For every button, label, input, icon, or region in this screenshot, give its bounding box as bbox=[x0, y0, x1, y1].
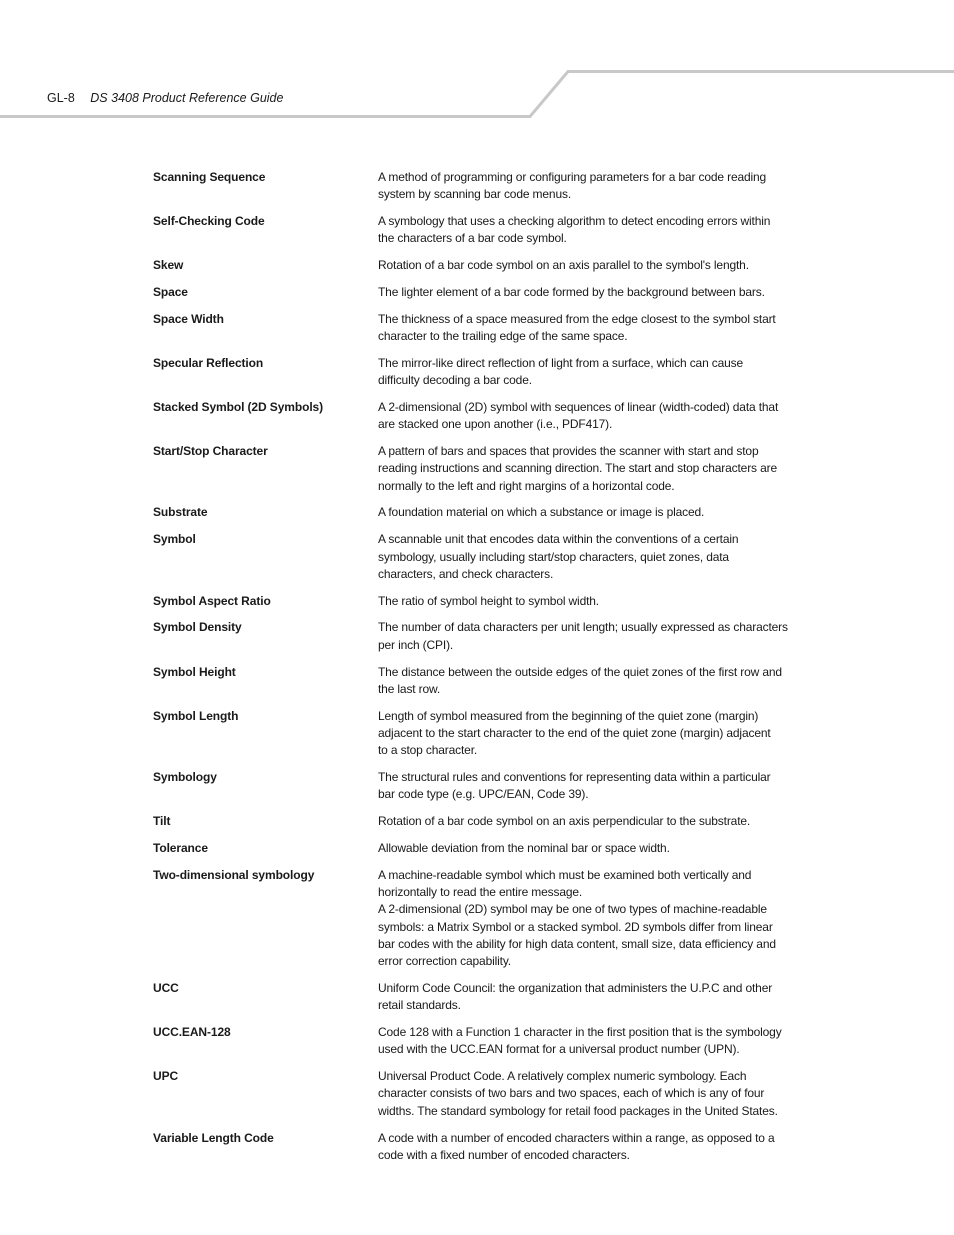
glossary-entry bbox=[153, 1130, 793, 1165]
glossary-entry bbox=[153, 664, 793, 699]
glossary-entry bbox=[153, 399, 793, 434]
guide-title: DS 3408 Product Reference Guide bbox=[90, 91, 284, 105]
glossary-definition: A 2-dimensional (2D) symbol with sequences of linear (width-coded) data that are stacked one upon another (i.e., PDF417). bbox=[378, 399, 779, 432]
page-header bbox=[47, 91, 283, 105]
glossary-entry bbox=[153, 213, 793, 248]
glossary-definition: The ratio of symbol height to symbol width. bbox=[378, 593, 599, 608]
glossary-term: Tilt bbox=[153, 814, 171, 829]
glossary-term: Skew bbox=[153, 258, 184, 273]
glossary-term: Substrate bbox=[153, 505, 208, 520]
glossary-entry bbox=[153, 769, 793, 804]
glossary-term: Symbol Height bbox=[153, 664, 236, 679]
glossary-term: Tolerance bbox=[153, 840, 208, 855]
glossary-definition: A symbology that uses a checking algorithm to detect encoding errors within the characters of a bar code symbol. bbox=[378, 214, 771, 246]
glossary-entry bbox=[153, 504, 793, 521]
glossary-term: Specular Reflection bbox=[153, 355, 264, 370]
glossary-definition: A scannable unit that encodes data within the conventions of a certain symbology, usually including start/stop characters, quiet zones, data characters, and check characters. bbox=[378, 532, 739, 581]
glossary-entry bbox=[153, 840, 793, 857]
glossary-term: UPC bbox=[153, 1069, 179, 1084]
glossary-term: UCC.EAN-128 bbox=[153, 1025, 231, 1040]
glossary-term: Self-Checking Code bbox=[153, 214, 265, 229]
glossary-definition: Universal Product Code. A relatively complex numeric symbology. Each character consists of two bars and two spaces, each of which is any of four widths. The standard symbology for retail food packages in the United States. bbox=[378, 1069, 778, 1118]
glossary-entry bbox=[153, 169, 793, 204]
glossary-definition: Rotation of a bar code symbol on an axis perpendicular to the substrate. bbox=[378, 814, 751, 829]
glossary-entry bbox=[153, 813, 793, 830]
glossary-list bbox=[153, 169, 793, 1174]
glossary-term: UCC bbox=[153, 980, 179, 995]
glossary-term: Stacked Symbol (2D Symbols) bbox=[153, 399, 324, 414]
glossary-definition: Rotation of a bar code symbol on an axis parallel to the symbol's length. bbox=[378, 258, 749, 273]
glossary-definition: The thickness of a space measured from the edge closest to the symbol start character to the trailing edge of the same space. bbox=[378, 311, 776, 344]
glossary-entry bbox=[153, 1068, 793, 1120]
glossary-term: Symbol Density bbox=[153, 620, 242, 635]
glossary-term: Start/Stop Character bbox=[153, 444, 268, 459]
glossary-entry bbox=[153, 311, 793, 346]
glossary-definition: A pattern of bars and spaces that provides the scanner with start and stop reading instructions and scanning direction. The start and stop characters are normally to the left and right margins of a horizontal code. bbox=[378, 444, 777, 493]
glossary-entry bbox=[153, 980, 793, 1015]
glossary-definition: Length of symbol measured from the beginning of the quiet zone (margin) adjacent to the start character to the end of the quiet zone (margin) adjacent to a stop character. bbox=[378, 708, 771, 758]
glossary-definition: A method of programming or configuring parameters for a bar code reading system by scanning bar code menus. bbox=[378, 170, 767, 202]
glossary-entry bbox=[153, 708, 793, 760]
glossary-definition: The number of data characters per unit length; usually expressed as characters per inch (CPI). bbox=[378, 620, 788, 652]
glossary-definition: The distance between the outside edges of the quiet zones of the first row and the last row. bbox=[378, 664, 782, 696]
glossary-definition: A foundation material on which a substance or image is placed. bbox=[378, 505, 705, 520]
glossary-definition: The lighter element of a bar code formed by the background between bars. bbox=[378, 284, 765, 299]
glossary-entry bbox=[153, 867, 793, 971]
glossary-entry bbox=[153, 443, 793, 495]
glossary-term: Space bbox=[153, 284, 188, 299]
glossary-definition: Uniform Code Council: the organization that administers the U.P.C and other retail standards. bbox=[378, 980, 773, 1013]
glossary-term: Scanning Sequence bbox=[153, 170, 266, 184]
glossary-entry bbox=[153, 284, 793, 301]
glossary-term: Symbology bbox=[153, 770, 217, 785]
page-number: GL-8 bbox=[47, 91, 75, 105]
glossary-term: Symbol bbox=[153, 532, 196, 547]
glossary-definition: A machine-readable symbol which must be examined both vertically and horizontally to read the entire message. A 2-dimensional (2D) symbol may be one of two types of machine-readable symbols: a Matrix Symbol or a stacked symbol. 2D symbols differ from linear bar codes with the ability for high data content, small size, data efficiency and error correction capability. bbox=[378, 867, 776, 969]
glossary-entry bbox=[153, 355, 793, 390]
glossary-entry bbox=[153, 619, 793, 654]
glossary-term: Two-dimensional symbology bbox=[153, 867, 315, 882]
glossary-entry bbox=[153, 531, 793, 583]
glossary-entry bbox=[153, 593, 793, 610]
glossary-definition: A code with a number of encoded characters within a range, as opposed to a code with a fixed number of encoded characters. bbox=[378, 1130, 775, 1162]
glossary-entry bbox=[153, 1024, 793, 1059]
glossary-entry bbox=[153, 257, 793, 274]
glossary-term: Symbol Aspect Ratio bbox=[153, 593, 271, 608]
glossary-definition: The structural rules and conventions for representing data within a particular bar code type (e.g. UPC/EAN, Code 39). bbox=[378, 770, 771, 802]
glossary-term: Variable Length Code bbox=[153, 1130, 274, 1145]
glossary-term: Symbol Length bbox=[153, 708, 239, 723]
glossary-definition: Allowable deviation from the nominal bar or space width. bbox=[378, 840, 670, 855]
glossary-definition: Code 128 with a Function 1 character in the first position that is the symbology used with the UCC.EAN format for a universal product number (UPN). bbox=[378, 1025, 782, 1057]
glossary-term: Space Width bbox=[153, 311, 224, 326]
glossary-definition: The mirror-like direct reflection of light from a surface, which can cause difficulty decoding a bar code. bbox=[378, 355, 744, 388]
header-rule bbox=[0, 0, 954, 130]
